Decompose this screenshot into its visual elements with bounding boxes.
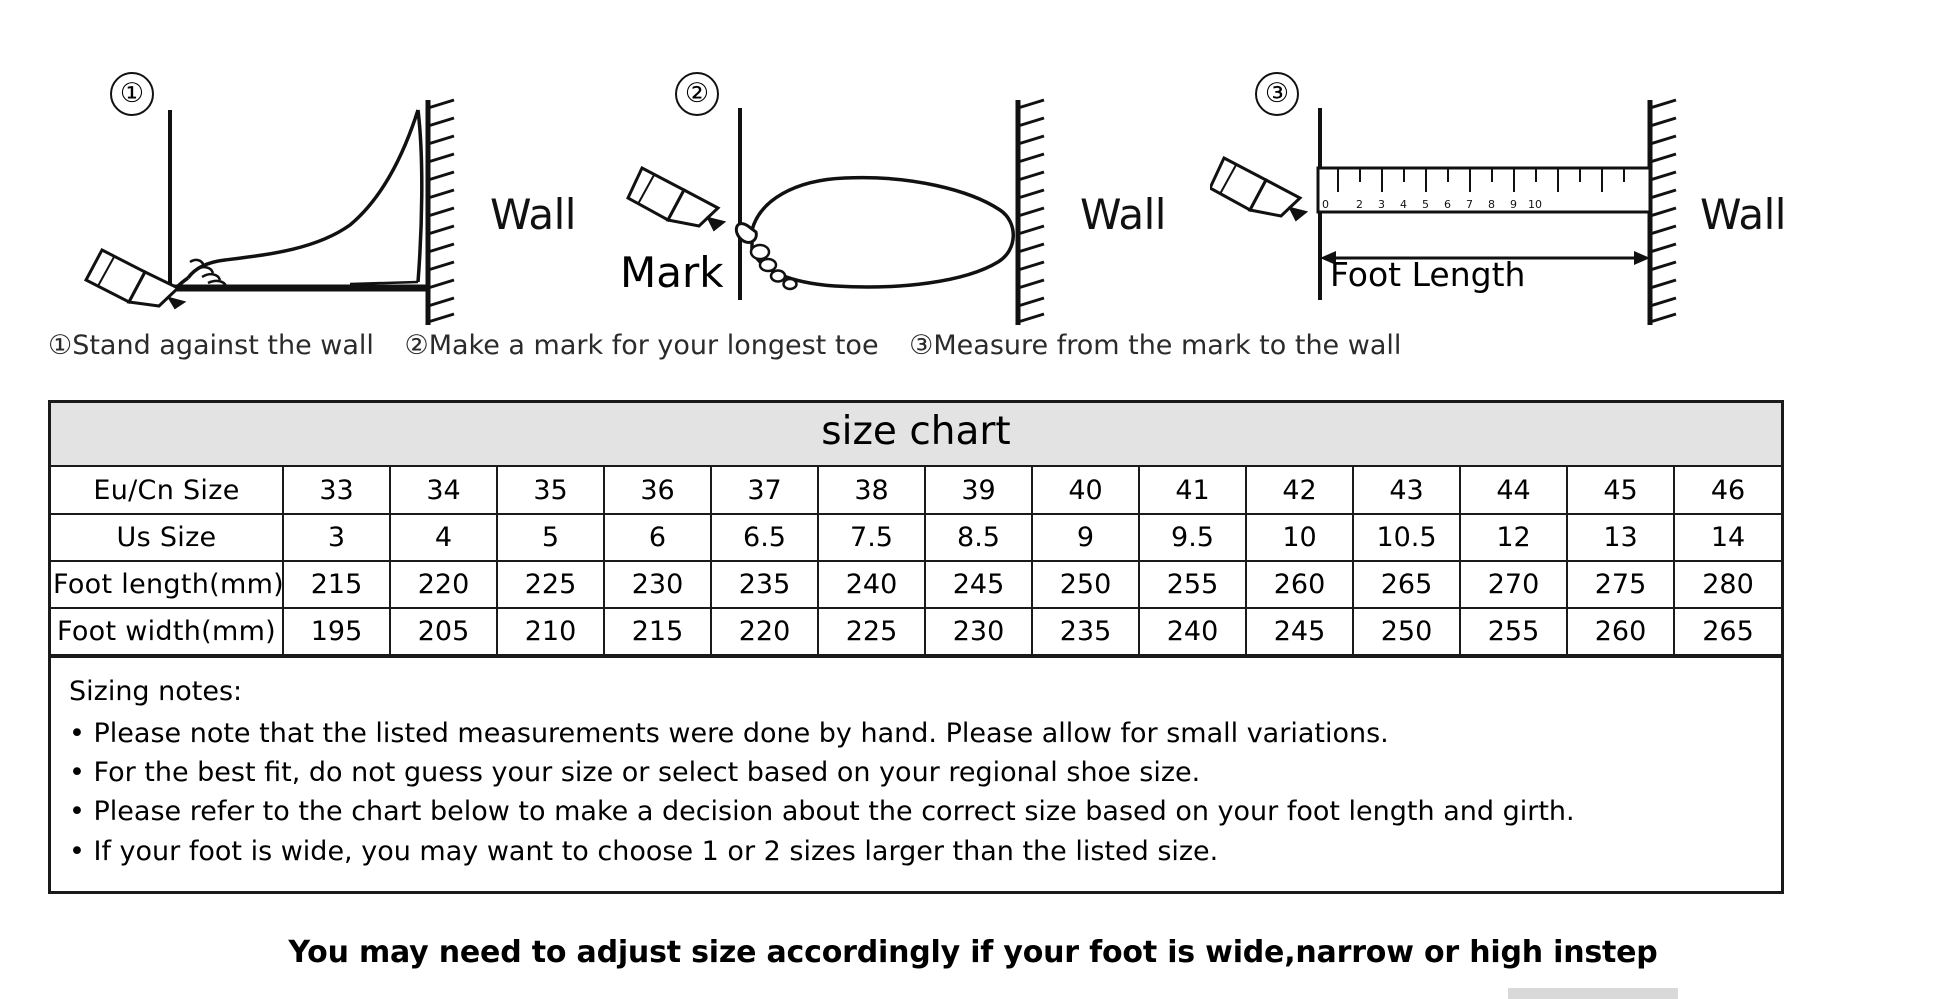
row-header-foot-width: Foot width(mm) — [51, 608, 283, 655]
step-1-illustration — [50, 50, 630, 340]
cell: 45 — [1567, 467, 1674, 514]
cell: 215 — [604, 608, 711, 655]
cell: 43 — [1353, 467, 1460, 514]
cell: 35 — [497, 467, 604, 514]
svg-text:5: 5 — [1422, 198, 1429, 211]
sizing-note-line: • Please note that the listed measurements were done by hand. Please allow for small variations. — [69, 718, 1389, 750]
sizing-note-line: • If your foot is wide, you may want to choose 1 or 2 sizes larger than the listed size. — [69, 835, 1219, 867]
bottom-strip-decoration — [1508, 988, 1678, 999]
cell: 4 — [390, 514, 497, 561]
caption-step-3: ③Measure from the mark to the wall — [909, 330, 1402, 361]
cell: 205 — [390, 608, 497, 655]
size-chart-title: size chart — [51, 403, 1781, 467]
cell: 5 — [497, 514, 604, 561]
cell: 255 — [1139, 561, 1246, 608]
cell: 265 — [1674, 608, 1781, 655]
step-3-foot-length-label: Foot Length — [1330, 255, 1526, 294]
table-row — [51, 514, 1781, 561]
cell: 215 — [283, 561, 390, 608]
cell: 9 — [1032, 514, 1139, 561]
cell: 7.5 — [818, 514, 925, 561]
sizing-note-line: • For the best fit, do not guess your size or select based on your regional shoe size. — [69, 757, 1201, 789]
table-row — [51, 608, 1781, 655]
cell: 255 — [1460, 608, 1567, 655]
cell: 41 — [1139, 467, 1246, 514]
svg-text:3: 3 — [1378, 198, 1385, 211]
cell: 225 — [818, 608, 925, 655]
step-1-number: ① — [110, 72, 154, 116]
cell: 195 — [283, 608, 390, 655]
cell: 245 — [1246, 608, 1353, 655]
svg-text:4: 4 — [1400, 198, 1407, 211]
cell: 10.5 — [1353, 514, 1460, 561]
cell: 210 — [497, 608, 604, 655]
step-3-illustration — [1210, 50, 1790, 340]
cell: 37 — [711, 467, 818, 514]
cell: 33 — [283, 467, 390, 514]
size-chart-container — [48, 400, 1784, 894]
svg-text:10: 10 — [1528, 198, 1542, 211]
cell: 6 — [604, 514, 711, 561]
step-2-wall-label: Wall — [1080, 190, 1166, 239]
cell: 38 — [818, 467, 925, 514]
cell: 245 — [925, 561, 1032, 608]
svg-text:7: 7 — [1466, 198, 1473, 211]
step-3-wall-label: Wall — [1700, 190, 1786, 239]
cell: 10 — [1246, 514, 1353, 561]
cell: 6.5 — [711, 514, 818, 561]
cell: 44 — [1460, 467, 1567, 514]
cell: 13 — [1567, 514, 1674, 561]
cell: 235 — [1032, 608, 1139, 655]
cell: 230 — [925, 608, 1032, 655]
cell: 3 — [283, 514, 390, 561]
table-row — [51, 467, 1781, 514]
cell: 280 — [1674, 561, 1781, 608]
row-header-foot-length: Foot length(mm) — [51, 561, 283, 608]
sizing-notes — [51, 656, 1781, 891]
cell: 220 — [711, 608, 818, 655]
svg-text:8: 8 — [1488, 198, 1495, 211]
cell: 14 — [1674, 514, 1781, 561]
cell: 39 — [925, 467, 1032, 514]
caption-step-1: ①Stand against the wall — [48, 330, 374, 361]
cell: 265 — [1353, 561, 1460, 608]
table-row — [51, 561, 1781, 608]
cell: 240 — [818, 561, 925, 608]
step-1-wall-label: Wall — [490, 190, 576, 239]
step-3-number: ③ — [1255, 72, 1299, 116]
cell: 34 — [390, 467, 497, 514]
sizing-notes-heading: Sizing notes: — [69, 676, 243, 707]
cell: 9.5 — [1139, 514, 1246, 561]
cell: 40 — [1032, 467, 1139, 514]
cell: 235 — [711, 561, 818, 608]
cell: 42 — [1246, 467, 1353, 514]
cell: 220 — [390, 561, 497, 608]
step-2-mark-label: Mark — [620, 248, 724, 297]
sizing-note-line: • Please refer to the chart below to make a decision about the correct size based on your foot length and girth. — [69, 796, 1575, 828]
cell: 250 — [1353, 608, 1460, 655]
cell: 260 — [1567, 608, 1674, 655]
svg-text:9: 9 — [1510, 198, 1517, 211]
step-2-illustration — [620, 50, 1200, 340]
cell: 270 — [1460, 561, 1567, 608]
svg-text:0: 0 — [1322, 198, 1329, 211]
cell: 46 — [1674, 467, 1781, 514]
cell: 8.5 — [925, 514, 1032, 561]
cell: 12 — [1460, 514, 1567, 561]
measurement-steps-illustration — [40, 50, 1890, 350]
footer-note: You may need to adjust size accordingly if your foot is wide,narrow or high instep — [288, 935, 1658, 970]
svg-text:6: 6 — [1444, 198, 1451, 211]
measurement-instructions-caption — [48, 330, 1423, 361]
row-header-us-size: Us Size — [51, 514, 283, 561]
cell: 250 — [1032, 561, 1139, 608]
svg-text:2: 2 — [1356, 198, 1363, 211]
cell: 240 — [1139, 608, 1246, 655]
step-2-number: ② — [675, 72, 719, 116]
cell: 225 — [497, 561, 604, 608]
size-chart-table — [51, 467, 1781, 656]
cell: 36 — [604, 467, 711, 514]
row-header-eu-cn-size: Eu/Cn Size — [51, 467, 283, 514]
caption-step-2: ②Make a mark for your longest toe — [404, 330, 879, 361]
cell: 230 — [604, 561, 711, 608]
cell: 260 — [1246, 561, 1353, 608]
cell: 275 — [1567, 561, 1674, 608]
